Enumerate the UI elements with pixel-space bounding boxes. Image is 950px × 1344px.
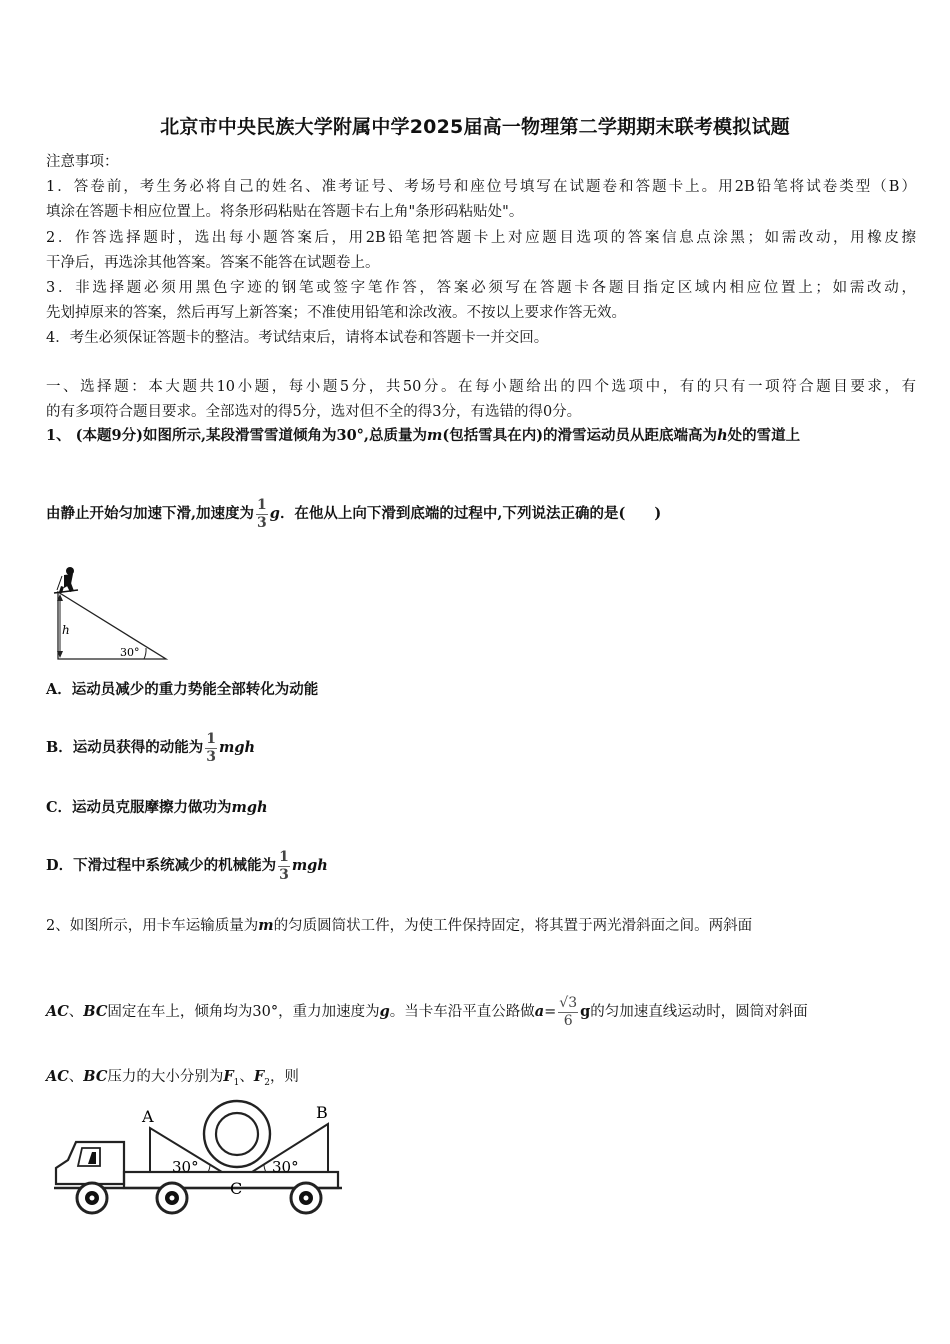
cylinder-outer — [204, 1101, 270, 1167]
notice-line: 4．考生必须保证答题卡的整洁。考试结束后，请将本试卷和答题卡一并交回。 — [46, 330, 549, 346]
q2-stem-line1: 2、如图所示，用卡车运输质量为m的匀质圆筒状工件，为使工件保持固定，将其置于两光滑斜面之间。两斜面 — [46, 917, 753, 934]
label-c: C — [230, 1179, 243, 1198]
q1-slope-figure — [44, 562, 174, 666]
q1-stem-line1: 1、 (本题9分)如图所示,某段滑雪雪道倾角为30°,总质量为m(包括雪具在内)的滑雪运动员从距底端高为h处的雪道上 — [46, 427, 801, 444]
label-b: B — [316, 1103, 328, 1122]
q1-option-d: D．下滑过程中系统减少的机械能为 $\frac{1}{3}$ mgh — [46, 848, 328, 883]
q2-stem-line2: AC、BC固定在车上，倾角均为30°，重力加速度为g。当卡车沿平直公路做a= $\frac{√3}{6}$ g的匀加速直线运动时，圆筒对斜面 — [46, 994, 808, 1029]
fraction: $\frac{1}{3}$ — [257, 496, 267, 531]
label-a: A — [142, 1107, 154, 1126]
q2-truck-figure — [50, 1094, 346, 1216]
q1-option-c: C．运动员克服摩擦力做功为mgh — [46, 799, 268, 816]
angle-right-label: 30° — [272, 1158, 299, 1176]
notice-heading: 注意事项： — [46, 154, 119, 170]
q1-option-b: B．运动员获得的动能为 $\frac{1}{3}$ mgh — [46, 730, 256, 765]
notice-line: 填涂在答题卡相应位置上。将条形码粘贴在答题卡右上角"条形码粘贴处"。 — [46, 204, 524, 220]
angle-left-label: 30° — [172, 1158, 199, 1176]
wheel-icon — [291, 1183, 321, 1213]
page-title: 北京市中央民族大学附属中学2025届高一物理第二学期期末联考模拟试题 — [160, 116, 790, 138]
slope-triangle — [58, 592, 166, 659]
section-instructions: 的有多项符合题目要求。全部选对的得5分，选对但不全的得3分，有选错的得0分。 — [46, 404, 582, 420]
q1-option-a: A．运动员减少的重力势能全部转化为动能 — [46, 681, 319, 698]
section-instructions: 一、选择题：本大题共10小题，每小题5分，共50分。在每小题给出的四个选项中，有的只有一项符合题目要求，有 — [46, 379, 916, 395]
q2-stem-line3: AC、BC压力的大小分别为$F_1$、$F_2$，则 — [46, 1068, 299, 1088]
fraction: $\frac{1}{3}$ — [206, 730, 217, 765]
q1-stem-line2: 由静止开始匀加速下滑,加速度为 $\frac{1}{3}$ g．在他从上向下滑到底端的过程中,下列说法正确的是( ) — [46, 496, 662, 531]
notice-line: 3．非选择题必须用黑色字迹的钢笔或签字笔作答，答案必须写在答题卡各题目指定区域内相应位置上；如需改动， — [46, 280, 916, 296]
wheel-icon — [157, 1183, 187, 1213]
truck-cab-icon — [56, 1142, 124, 1184]
wheel-icon — [77, 1183, 107, 1213]
angle-arc-right — [264, 1164, 266, 1172]
fraction: $\frac{√3}{6}$ — [559, 994, 578, 1029]
height-label: h — [62, 623, 70, 637]
skier-icon — [54, 567, 78, 593]
angle-arc — [144, 648, 146, 659]
angle-label: 30° — [120, 646, 140, 659]
cylinder-inner — [216, 1113, 258, 1155]
notice-line: 干净后，再选涂其他答案。答案不能答在试题卷上。 — [46, 255, 380, 271]
notice-line: 先划掉原来的答案，然后再写上新答案；不准使用铅笔和涂改液。不按以上要求作答无效。 — [46, 305, 626, 321]
notice-line: 1．答卷前，考生务必将自己的姓名、准考证号、考场号和座位号填写在试题卷和答题卡上。用2B铅笔将试卷类型（B） — [46, 179, 916, 195]
fraction: $\frac{1}{3}$ — [279, 848, 289, 883]
notice-line: 2．作答选择题时，选出每小题答案后，用2B铅笔把答题卡上对应题目选项的答案信息点涂黑；如需改动，用橡皮擦 — [46, 230, 916, 246]
